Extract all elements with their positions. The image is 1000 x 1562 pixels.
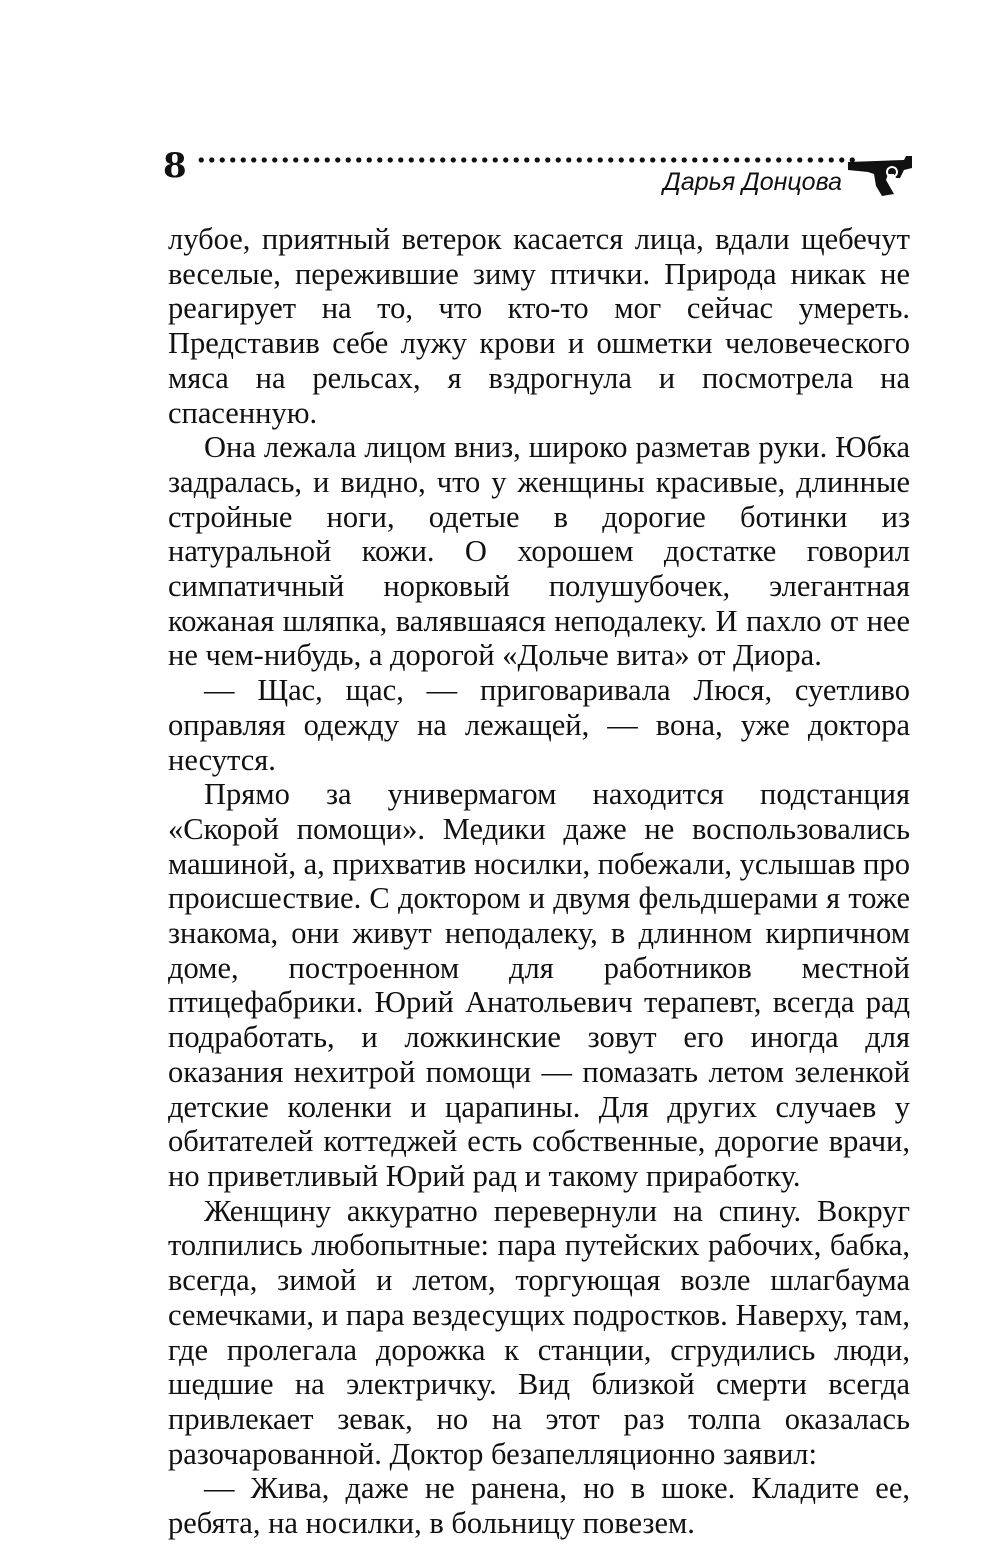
paragraph: — Щас, щас, — приговаривала Люся, суетливо оправляя одежду на лежащей, — вона, уже доктора несутся.	[168, 673, 910, 777]
header-dotted-rule	[196, 156, 856, 164]
paragraph: Прямо за универмагом находится подстанция «Скорой помощи». Медики даже не воспользовались машиной, а, прихватив носилки, побежали, услышав про происшествие. С доктором и двумя фельдшерами я тоже знакома, они живут неподалеку, в длинном кирпичном доме, построенном для работников местной птицефабрики. Юрий Анатольевич терапевт, всегда рад подработать, и ложкинские зовут его иногда для оказания нехитрой помощи — помазать летом зеленкой детские коленки и царапины. Для других случаев у обитателей коттеджей есть собственные, дорогие врачи, но приветливый Юрий рад и такому приработку.	[168, 777, 911, 1193]
paragraph: Женщину аккуратно перевернули на спину. Вокруг толпились любопытные: пара путейских рабочих, бабка, всегда, зимой и летом, торгующая возле шлагбаума семечками, и пара вездесущих подростков. Наверху, там, где пролегала дорожка к станции, сгрудились люди, шедшие на электричку. Вид близкой смерти всегда привлекает зевак, но на этот раз толпа оказалась разочарованной. Доктор безапелляционно заявил:	[168, 1193, 910, 1471]
text-body	[168, 222, 910, 1541]
paragraph: лубое, приятный ветерок касается лица, вдали щебечут веселые, пережившие зиму птички. Природа никак не реагирует на то, что кто-то мог сейчас умереть. Представив себе лужу крови и ошметки человеческого мяса на рельсах, я вздрогнула и посмотрела на спасенную.	[168, 222, 910, 430]
paragraph: Она лежала лицом вниз, широко разметав руки. Юбка задралась, и видно, что у женщины красивые, длинные стройные ноги, одетые в дорогие ботинки из натуральной кожи. О хорошем достатке говорил симпатичный норковый полушубочек, элегантная кожаная шляпка, валявшаяся неподалеку. И пахло от нее не чем-нибудь, а дорогой «Дольче вита» от Диора.	[168, 430, 910, 673]
author-name: Дарья Донцова	[663, 168, 842, 196]
page-number: 8	[163, 146, 187, 186]
paragraph: — Жива, даже не ранена, но в шоке. Кладите ее, ребята, на носилки, в больницу повезем.	[168, 1471, 910, 1541]
revolver-icon	[846, 150, 916, 198]
